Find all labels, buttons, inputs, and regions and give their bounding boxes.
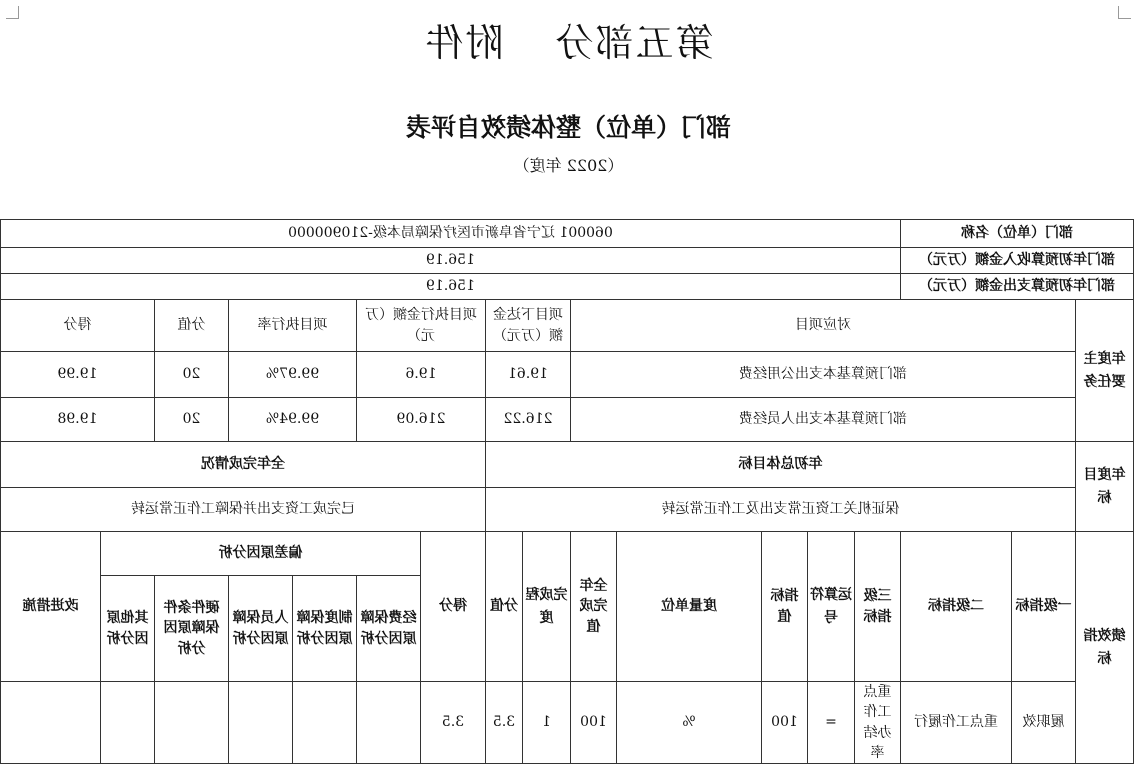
task-project: 部门预算基本支出公用经费 bbox=[571, 352, 1076, 398]
exec-amount-header: 项目执行金额（万元） bbox=[357, 300, 486, 352]
page-title: 部门（单位）整体绩效自评表 bbox=[406, 113, 732, 142]
dev-staff-header: 人员保障原因分析 bbox=[229, 576, 293, 682]
part-heading bbox=[0, 12, 1137, 67]
task-header-row bbox=[0, 300, 1133, 352]
exec-rate-header: 项目执行率 bbox=[229, 300, 357, 352]
score-header: 得分 bbox=[0, 300, 154, 352]
task-exec-rate: 99.97% bbox=[229, 352, 357, 398]
task-section-label: 年度主要任务 bbox=[1076, 300, 1134, 442]
indicator-weight: 3.5 bbox=[486, 682, 523, 764]
indicator-level3: 重点工作办结率 bbox=[855, 682, 901, 764]
indicator-actual: 100 bbox=[571, 682, 617, 764]
indicator-level1: 履职效 bbox=[1012, 682, 1076, 764]
indicator-completion: 1 bbox=[523, 682, 571, 764]
part-label: 第五部分 bbox=[553, 21, 714, 65]
task-row bbox=[0, 398, 1133, 442]
goal-header-row bbox=[0, 442, 1133, 488]
part-sub-label: 附件 bbox=[423, 21, 504, 65]
year-label: （2022 年度） bbox=[513, 156, 624, 175]
deviation-header: 偏差原因分析 bbox=[101, 532, 421, 576]
project-header: 对应项目 bbox=[571, 300, 1076, 352]
info-value: 156.19 bbox=[0, 274, 900, 300]
budget-header: 项目下达金额（万元） bbox=[486, 300, 571, 352]
task-budget: 216.22 bbox=[486, 398, 571, 442]
indicator-unit: % bbox=[617, 682, 762, 764]
dev-funds-header: 经费保障原因分析 bbox=[357, 576, 421, 682]
info-row bbox=[0, 248, 1133, 274]
info-row bbox=[0, 220, 1133, 248]
indicator-level2: 重点工作履行 bbox=[901, 682, 1012, 764]
info-label: 部门年初预算收入金额（万元） bbox=[901, 248, 1134, 274]
weight-header: 分值 bbox=[155, 300, 229, 352]
goal-text: 保证机关工资正常支出及工作正常运转 bbox=[486, 488, 1076, 532]
performance-table bbox=[0, 219, 1134, 764]
operator-header: 运算符号 bbox=[808, 532, 855, 682]
task-row bbox=[0, 352, 1133, 398]
actual-header: 全年完成值 bbox=[571, 532, 617, 682]
indicator-score: 3.5 bbox=[421, 682, 486, 764]
indicator-row bbox=[0, 682, 1133, 764]
task-exec-rate: 99.94% bbox=[229, 398, 357, 442]
indicator-dev-hardware bbox=[155, 682, 229, 764]
task-score: 19.98 bbox=[0, 398, 154, 442]
unit-header: 度量单位 bbox=[617, 532, 762, 682]
info-label: 部门（单位）名称 bbox=[901, 220, 1134, 248]
level1-header: 一级指标 bbox=[1012, 532, 1076, 682]
indicator-dev-staff bbox=[229, 682, 293, 764]
level3-header: 三级指标 bbox=[855, 532, 901, 682]
goal-row bbox=[0, 488, 1133, 532]
indicator-target: 100 bbox=[762, 682, 808, 764]
goal-header: 年初总体目标 bbox=[486, 442, 1076, 488]
task-score: 19.99 bbox=[0, 352, 154, 398]
dev-other-header: 其他原因分析 bbox=[101, 576, 155, 682]
task-weight: 20 bbox=[155, 398, 229, 442]
completion-text: 已完成工资支出并保障工作正常运转 bbox=[0, 488, 485, 532]
info-label: 部门年初预算支出金额（万元） bbox=[901, 274, 1134, 300]
completion-header: 全年完成情况 bbox=[0, 442, 485, 488]
info-value: 156.19 bbox=[0, 248, 900, 274]
task-exec-amount: 19.6 bbox=[357, 352, 486, 398]
indicator-score-header: 得分 bbox=[421, 532, 486, 682]
info-value: 060001 辽宁省阜新市医疗保障局本级-210900000 bbox=[0, 220, 900, 248]
target-header: 指标值 bbox=[762, 532, 808, 682]
indicator-dev-system bbox=[293, 682, 357, 764]
indicator-weight-header: 分值 bbox=[486, 532, 523, 682]
task-exec-amount: 216.09 bbox=[357, 398, 486, 442]
indicator-section-label: 绩效指标 bbox=[1076, 532, 1134, 764]
indicator-operator: = bbox=[808, 682, 855, 764]
indicator-improve bbox=[0, 682, 100, 764]
goal-section-label: 年度目标 bbox=[1076, 442, 1134, 532]
indicator-header-row bbox=[0, 532, 1133, 576]
indicator-dev-funds bbox=[357, 682, 421, 764]
task-weight: 20 bbox=[155, 352, 229, 398]
task-budget: 19.61 bbox=[486, 352, 571, 398]
indicator-dev-other bbox=[101, 682, 155, 764]
dev-system-header: 制度保障原因分析 bbox=[293, 576, 357, 682]
completion-degree-header: 完成程度 bbox=[523, 532, 571, 682]
dev-hardware-header: 硬件条件保障原因分析 bbox=[155, 576, 229, 682]
info-row bbox=[0, 274, 1133, 300]
level2-header: 二级指标 bbox=[901, 532, 1012, 682]
task-project: 部门预算基本支出人员经费 bbox=[571, 398, 1076, 442]
improve-header: 改进措施 bbox=[0, 532, 100, 682]
